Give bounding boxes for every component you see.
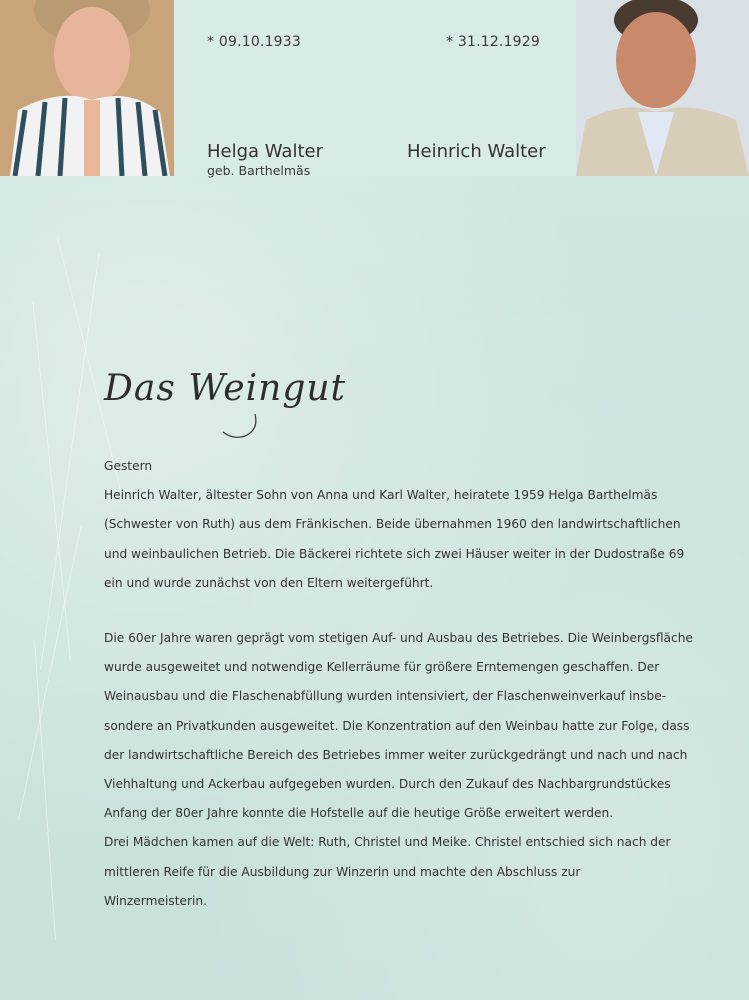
paragraph-line: Viehhaltung und Ackerbau aufgegeben wurden. Durch den Zukauf des Nachbargrundstückes	[104, 777, 671, 792]
paragraph-line: wurde ausgeweitet und notwendige Kellerräume für größere Erntemengen geschaffen. Der	[104, 660, 660, 675]
paragraph-line: der landwirtschaftliche Bereich des Betriebes immer weiter zurückgedrängt und nach und nach	[104, 747, 688, 762]
heinrich-walter-photo	[576, 0, 749, 176]
heinrich-name: Heinrich Walter	[407, 141, 546, 162]
paragraph-line: Winzermeisterin.	[104, 893, 207, 908]
title-flourish-icon	[215, 412, 265, 442]
paragraph-line: (Schwester von Ruth) aus dem Fränkischen. Beide übernahmen 1960 den landwirtschaftlichen	[104, 517, 681, 532]
paragraph-line: und weinbaulichen Betrieb. Die Bäckerei richtete sich zwei Häuser weiter in der Dudostraße 69	[104, 546, 685, 561]
paragraph-gap	[104, 598, 704, 624]
paragraph-line: mittleren Reife für die Ausbildung zur Winzerin und machte den Abschluss zur	[104, 864, 581, 879]
paragraph-line: Drei Mädchen kamen auf die Welt: Ruth, Christel und Meike. Christel entschied sich nach der	[104, 835, 671, 850]
section-title: Das Weingut	[104, 368, 347, 409]
helga-name: Helga Walter	[207, 141, 323, 162]
paragraph-line: Anfang der 80er Jahre konnte die Hofstelle auf die heutige Größe erweitert werden.	[104, 806, 614, 821]
paragraph-line: Weinausbau und die Flaschenabfüllung wurden intensiviert, der Flaschenweinverkauf insbe-	[104, 689, 667, 704]
heinrich-portrait-illustration	[576, 0, 749, 176]
article-body	[104, 452, 704, 916]
helga-maiden-name: geb. Barthelmäs	[207, 163, 311, 178]
helga-portrait-illustration	[0, 0, 174, 176]
paragraph-line: Die 60er Jahre waren geprägt vom stetigen Auf- und Ausbau des Betriebes. Die Weinbergsfläche	[104, 631, 693, 646]
helga-walter-photo	[0, 0, 174, 176]
subheading: Gestern	[104, 459, 153, 473]
heinrich-birth-date: * 31.12.1929	[446, 34, 541, 50]
helga-birth-date: * 09.10.1933	[207, 34, 302, 50]
paragraph-line: ein und wurde zunächst von den Eltern weitergeführt.	[104, 575, 434, 590]
paragraph-line: Heinrich Walter, ältester Sohn von Anna und Karl Walter, heiratete 1959 Helga Barthelmäs	[104, 488, 658, 503]
paragraph-line: sondere an Privatkunden ausgeweitet. Die Konzentration auf den Weinbau hatte zur Folge, dass	[104, 718, 690, 733]
